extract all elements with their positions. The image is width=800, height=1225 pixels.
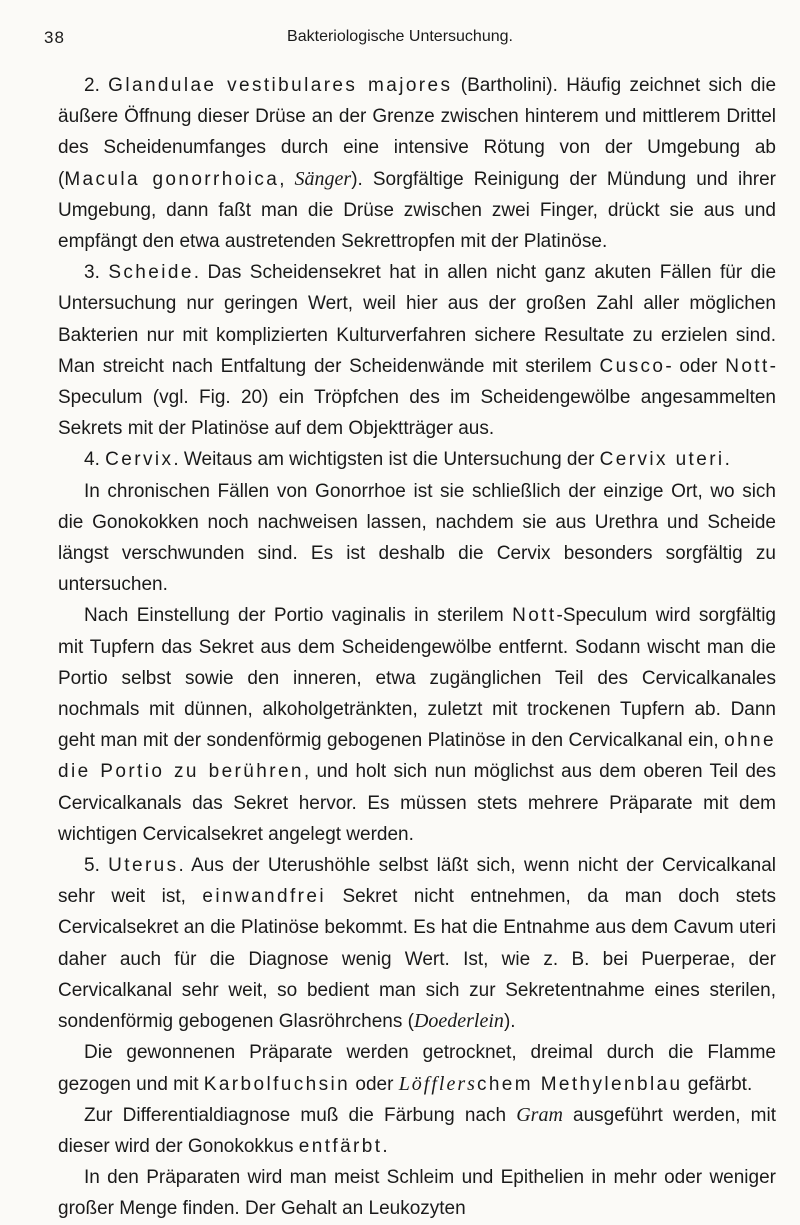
- spaced-term: Karbolfuchsin: [203, 1073, 351, 1095]
- page-number: 38: [44, 28, 65, 47]
- paragraph-chronic: [58, 476, 776, 601]
- spaced-term: entfärbt: [298, 1135, 383, 1157]
- text-run: ausgeführt werden, mit dieser wird der Gonokokkus: [58, 1104, 776, 1157]
- text-run: -Speculum wird sorgfältig mit Tupfern das Sekret aus dem Scheidengewölbe entfernt. Sodann wischt man die Portio selbst sowie den inneren, etwa zugänglichen Teil des Cervicalkanales nochmals mit dünnen, alkoholgetränkten, zuletzt mit trockenen Tupfern ab. Dann geht man mit der sondenförmig gebogenen Platinöse in den Cervicalkanal ein,: [58, 605, 776, 752]
- text-run: . Weitaus am wichtigsten ist die Untersuchung der: [173, 449, 600, 471]
- running-title: Bakteriologische Untersuchung.: [287, 28, 513, 45]
- spaced-term: Macula gonorrhoica: [64, 168, 280, 190]
- author-name: Bartholini: [467, 75, 547, 96]
- text-run: ).: [503, 1011, 516, 1033]
- page-header: [0, 28, 800, 54]
- text-run: Die gewonnenen Präparate werden getrocknet, dreimal durch die Flamme gezogen und mit: [58, 1042, 776, 1095]
- paragraph-scheide: [58, 257, 776, 444]
- spaced-term: chem: [476, 1073, 541, 1095]
- spaced-term: Cusco: [599, 355, 666, 377]
- spaced-term: ohne die Portio zu berühren: [58, 730, 776, 783]
- italic-author: Gram: [516, 1103, 563, 1126]
- text-run: 5.: [84, 855, 109, 877]
- body-text: [58, 70, 776, 1225]
- spaced-term: Glandulae vestibulares majores: [108, 75, 453, 96]
- paragraph-uterus: [58, 850, 776, 1037]
- spaced-term: einwandfrei: [202, 886, 326, 908]
- text-run: oder: [350, 1073, 399, 1095]
- text-run: -Speculum (vgl. Fig. 20) ein Tröpfchen des im Scheidengewölbe angesammelten Sekrets mit der Platinöse auf dem Objektträger aus.: [58, 355, 776, 440]
- text-run: . Das Scheidensekret hat in allen nicht ganz akuten Fällen für die Untersuchung nur geringen Wert, weil hier aus der großen Zahl aller möglichen Bakterien nur mit komplizierten Kulturverfahren sichere Resultate zu erzielen sind. Man streicht nach Entfaltung der Scheidenwände mit sterilem: [58, 262, 777, 377]
- text-run: .: [724, 449, 730, 471]
- text-run: - oder: [665, 355, 726, 377]
- italic-author: Doederlein: [413, 1010, 504, 1033]
- spaced-term: Cervix uteri: [599, 449, 725, 471]
- text-run: ). Häufig zeichnet sich die äußere Öffnung dieser Drüse an der Grenze zwischen hinterem und mittlerem Drittel des Scheidenumfanges durch eine intensive Rötung von der Umgebung ab (: [58, 75, 777, 190]
- paragraph-cervix: [58, 444, 776, 475]
- spaced-term: Uterus: [108, 855, 179, 877]
- spaced-term: Scheide: [108, 262, 194, 284]
- text-run: , und holt sich nun möglichst aus dem oberen Teil des Cervicalkanals das Sekret hervor. Es müssen stets mehrere Präparate mit dem wichtigen Cervicalsekret angelegt werden.: [58, 761, 776, 845]
- spaced-term: Nott: [725, 355, 770, 377]
- spaced-term: Methylenblau: [540, 1073, 683, 1095]
- text-run: Nach Einstellung der Portio vaginalis in sterilem: [84, 605, 513, 627]
- text-run: ). Sorgfältige Reinigung der Mündung und ihrer Umgebung, dann faßt man die Drüse zwischen zwei Finger, drückt sie aus und empfängt den etwa austretenden Sekrettropfen mit der Platinöse.: [58, 168, 776, 253]
- text-run: ,: [279, 168, 295, 190]
- text-run: Zur Differentialdiagnose muß die Färbung nach: [84, 1104, 517, 1126]
- paragraph-glandulae: [58, 70, 776, 257]
- italic-author: Löfflers: [398, 1072, 477, 1095]
- text-run: In chronischen Fällen von Gonorrhoe ist sie schließlich der einzige Ort, wo sich die Gonokokken noch nachweisen lassen, nachdem sie aus Urethra und Scheide längst verschwunden sind. Es ist deshalb die Cervix besonders sorgfältig zu untersuchen.: [58, 480, 776, 596]
- italic-author: Sänger: [294, 167, 352, 190]
- paragraph-portio: [58, 600, 776, 850]
- text-run: gefärbt.: [682, 1073, 753, 1095]
- text-run: . Aus der Uterushöhle selbst läßt sich, wenn nicht der Cervicalkanal sehr weit ist,: [58, 855, 777, 908]
- text-run: In den Präparaten wird man meist Schleim und Epithelien in mehr oder weniger großer Menge finden. Der Gehalt an Leukozyten: [58, 1167, 776, 1220]
- spaced-term: Cervix: [105, 449, 174, 471]
- spaced-term: Nott: [512, 605, 557, 627]
- paragraph-gram: [58, 1100, 776, 1162]
- text-run: 3.: [84, 262, 109, 284]
- text-run: 4.: [84, 449, 106, 471]
- paragraph-staining: [58, 1037, 776, 1099]
- text-run: 2.: [84, 75, 109, 96]
- text-run: .: [382, 1135, 388, 1157]
- text-run: Sekret nicht entnehmen, da man doch stets Cervicalsekret an die Platinöse bekommt. Es hat die Entnahme aus dem Cavum uteri daher auch für die Diagnose wenig Wert. Ist, wie z. B. bei Puerperae, der Cervicalkanal sehr weit, so bedient man sich zur Sekretentnahme eines sterilen, sondenförmig gebogenen Glasröhrchens (: [58, 886, 776, 1033]
- paragraph-preparations: [58, 1162, 776, 1224]
- text-run: (: [452, 75, 468, 96]
